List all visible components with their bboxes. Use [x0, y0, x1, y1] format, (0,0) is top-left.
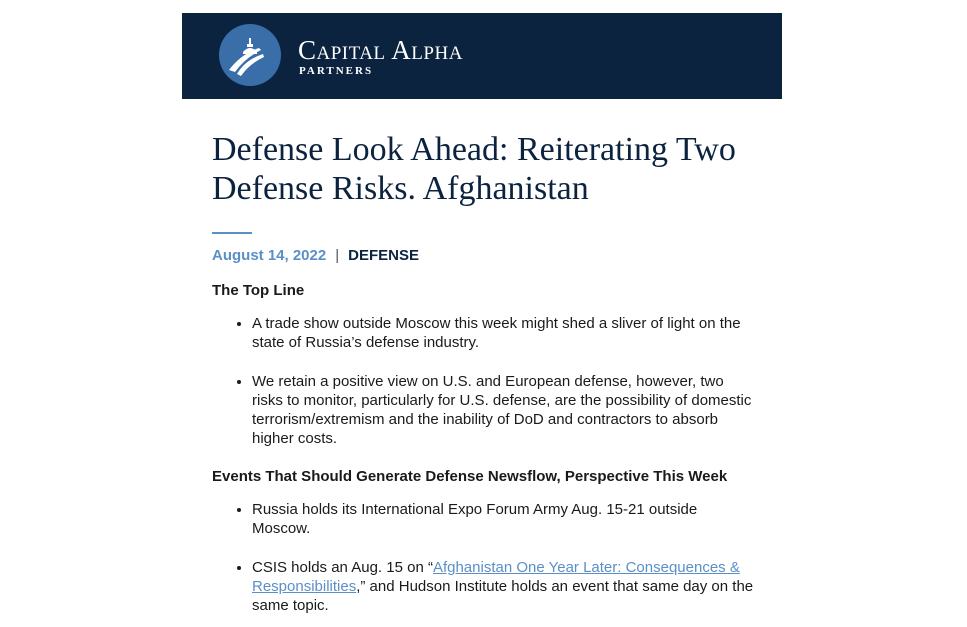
- article-date: August 14, 2022: [212, 247, 327, 264]
- section-heading-events: Events That Should Generate Defense Newsflow, Perspective This Week: [212, 468, 728, 485]
- csis-suffix: ,” and Hudson Institute holds an event that same day on the same topic.: [252, 578, 754, 614]
- brand-subtitle: PARTNERS: [299, 65, 374, 77]
- article-meta: [212, 246, 757, 266]
- brand-name: Capital Alpha: [298, 35, 463, 65]
- events-list: [212, 500, 757, 615]
- meta-separator: |: [335, 247, 340, 264]
- list-item: • Russia holds its International Expo Forum Army Aug. 15-21 outside Moscow.: [252, 500, 757, 538]
- site-header: [182, 13, 782, 99]
- section-heading-top-line: The Top Line: [212, 282, 305, 299]
- list-item: • A trade show outside Moscow this week might shed a sliver of light on the state of Russia’s defense industry.: [252, 314, 757, 352]
- list-item: • We retain a positive view on U.S. and European defense, however, two risks to monitor, particularly for U.S. defense, are the possibility of domestic terrorism/extremism and the inability of DoD and contractors to absorb higher costs.: [252, 372, 757, 448]
- article-category[interactable]: DEFENSE: [348, 247, 419, 264]
- top-line-list: [212, 314, 757, 448]
- title-divider: [212, 232, 252, 234]
- csis-prefix: CSIS holds an Aug. 15 on “: [252, 559, 433, 576]
- capitol-dome-logo-icon[interactable]: [219, 24, 281, 86]
- brand-wordmark[interactable]: [298, 35, 463, 77]
- csis-event-link[interactable]: Afghanistan One Year Later: Consequences & Responsibilities: [252, 559, 740, 595]
- list-item: [252, 558, 757, 615]
- article-title: Defense Look Ahead: Reiterating Two Defense Risks. Afghanistan: [212, 131, 736, 207]
- article-content: [212, 130, 757, 615]
